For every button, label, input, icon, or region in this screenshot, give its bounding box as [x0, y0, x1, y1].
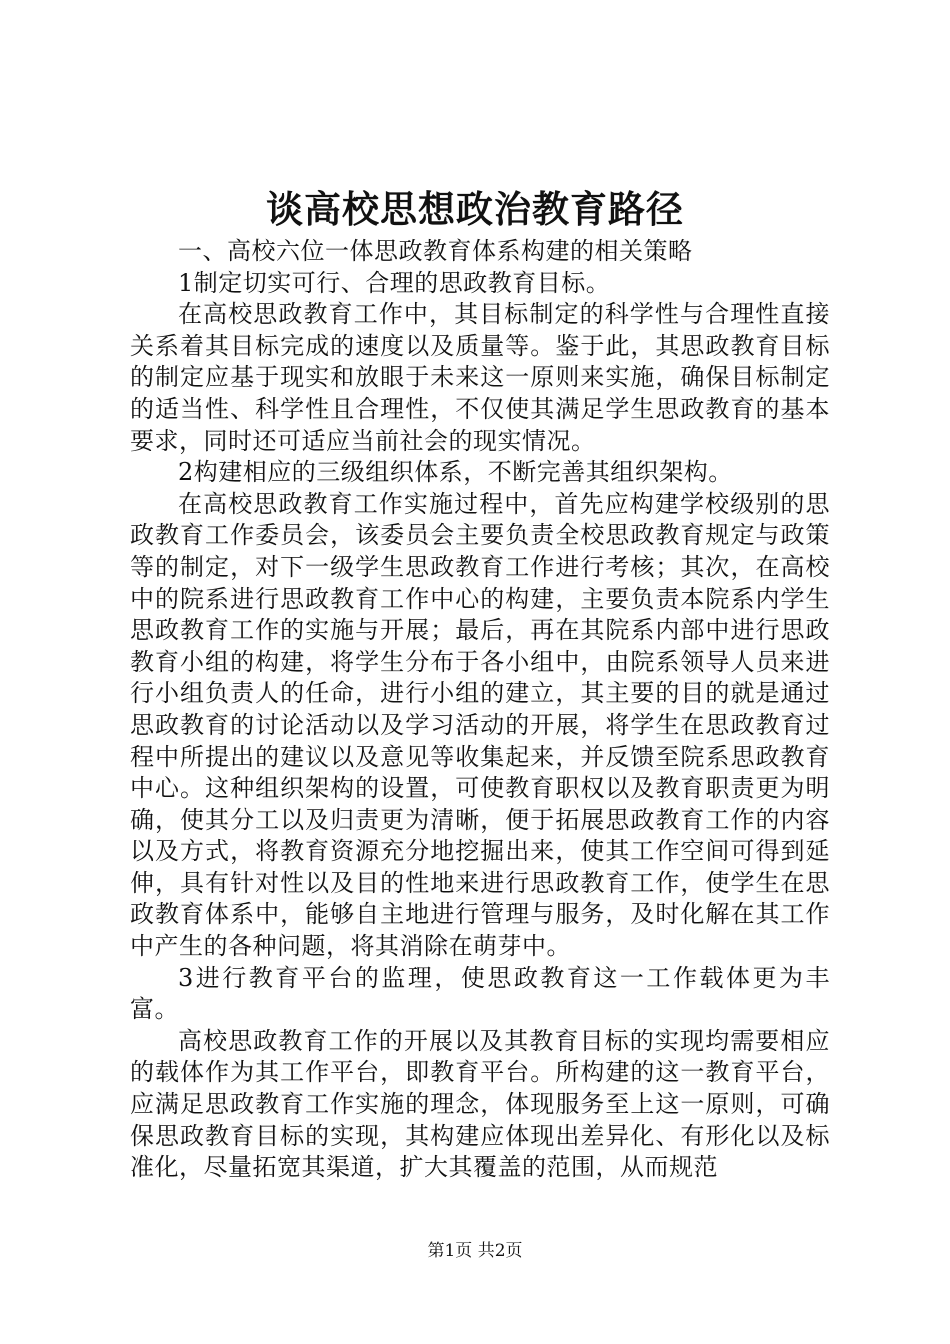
page-footer: 第1页 共2页	[427, 1241, 523, 1261]
paragraph-3: 高校思政教育工作的开展以及其教育目标的实现均需要相应的载体作为其工作平台，即教育平台。所构建的这一教育平台，应满足思政教育工作实施的理念，体现服务至上这一原则，可确保思政教育目标的实现，其构建应体现出差异化、有形化以及标准化，尽量拓宽其渠道，扩大其覆盖的范围，从而规范	[130, 1026, 830, 1182]
paragraph-2: 在高校思政教育工作实施过程中，首先应构建学校级别的思政教育工作委员会，该委员会主要负责全校思政教育规定与政策等的制定，对下一级学生思政教育工作进行考核；其次，在高校中的院系进行思政教育工作中心的构建，主要负责本院系内学生思政教育工作的实施与开展；最后，再在其院系内部中进行思政教育小组的构建，将学生分布于各小组中，由院系领导人员来进行小组负责人的任命，进行小组的建立，其主要的目的就是通过思政教育的讨论活动以及学习活动的开展，将学生在思政教育过程中所提出的建议以及意见等收集起来，并反馈至院系思政教育中心。这种组织架构的设置，可使教育职权以及教育职责更为明确，使其分工以及归责更为清晰，便于拓展思政教育工作的内容以及方式，将教育资源充分地挖掘出来，使其工作空间可得到延伸，具有针对性以及目的性地来进行思政教育工作，使学生在思政教育体系中，能够自主地进行管理与服务，及时化解在其工作中产生的各种问题，将其消除在萌芽中。	[130, 489, 830, 961]
document-body	[130, 236, 830, 1184]
section-heading: 一、高校六位一体思政教育体系构建的相关策略	[178, 237, 693, 265]
paragraph-1: 在高校思政教育工作中，其目标制定的科学性与合理性直接关系着其目标完成的速度以及质量等。鉴于此，其思政教育目标的制定应基于现实和放眼于未来这一原则来实施，确保目标制定的适当性、科学性且合理性，不仅使其满足学生思政教育的基本要求，同时还可适应当前社会的现实情况。	[130, 300, 830, 455]
subheading-1: 1制定切实可行、合理的思政教育目标。	[178, 268, 611, 297]
subheading-2: 2构建相应的三级组织体系，不断完善其组织架构。	[178, 458, 733, 487]
document-title: 谈高校思想政治教育路径	[266, 187, 684, 231]
subheading-3: 3进行教育平台的监理，使思政教育这一工作载体更为丰富。	[130, 963, 830, 1024]
